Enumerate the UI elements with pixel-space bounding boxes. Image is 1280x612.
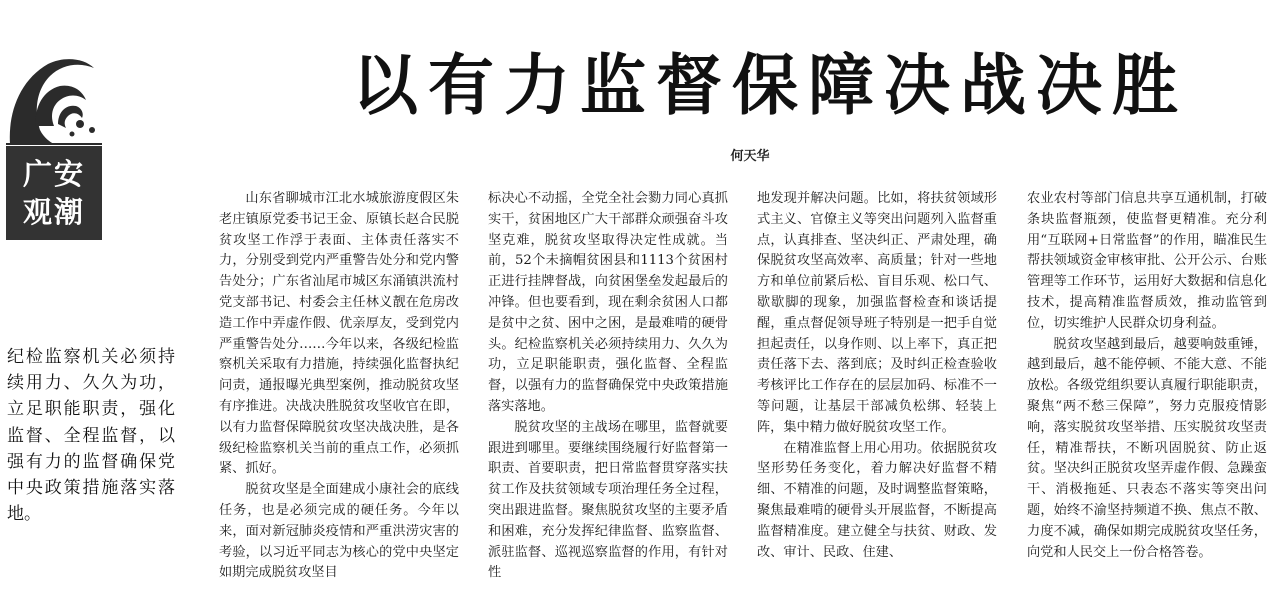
- column-name-line2: 观潮: [22, 195, 85, 229]
- article-column-4: [1027, 189, 1267, 589]
- article-column-2: [488, 189, 728, 589]
- article-author: 何天华: [730, 149, 770, 164]
- paragraph: 标决心不动摇，全党全社会勠力同心真抓实干，贫困地区广大干部群众顽强奋斗攻坚克难，脱贫攻坚取得决定性成就。当前，52个未摘帽贫困县和1113个贫困村正进行挂牌督战，向贫困堡垒发起最后的冲锋。但也要看到，现在剩余贫困人口都是贫中之贫、困中之困，是最难啃的硬骨头。纪检监察机关必须持续用力、久久为功，立足职能职责，强化监督、全程监督，以强有力的监督确保党中央政策措施落实落地。: [488, 191, 728, 414]
- wave-emblem-icon: [6, 54, 102, 146]
- paragraph: 地发现并解决问题。比如，将扶贫领域形式主义、官僚主义等突出问题列入监督重点，认真排查、坚决纠正、严肃处理，确保脱贫攻坚高效率、高质量；针对一些地方和单位前紧后松、盲目乐观、松口气、歇歇脚的现象，加强监督检查和谈话提醒，重点督促领导班子特别是一把手自觉担起责任，以身作则、以上率下，真正把责任落下去、落到底；及时纠正检查验收考核评比工作存在的层层加码、标准不一等问题，让基层干部减负松绑、轻装上阵，集中精力做好脱贫攻坚工作。: [757, 191, 997, 435]
- paragraph: 山东省聊城市江北水城旅游度假区朱老庄镇原党委书记王金、原镇长赵合民脱贫攻坚工作浮于表面、主体责任落实不力，分别受到党内严重警告处分和党内警告处分；广东省汕尾市城区东涌镇洪流村党支部书记、村委会主任林义靓在危房改造工作中弄虚作假、优亲厚友，受到党内严重警告处分……今年以来，各级纪检监察机关采取有力措施，持续强化监督执纪问责，通报曝光典型案例，推动脱贫攻坚有序推进。决战决胜脱贫攻坚收官在即，以有力监督保障脱贫攻坚决战决胜，是各级纪检监察机关当前的重点工作，必须抓紧、抓好。: [219, 191, 459, 477]
- article-column-1: [219, 189, 459, 589]
- column-logo: [6, 54, 102, 240]
- article-headline: 以有力监督保障决战决胜: [352, 47, 1188, 124]
- paragraph: 农业农村等部门信息共享互通机制，打破条块监督瓶颈，使监督更精准。充分利用“互联网+日常监督”的作用，瞄准民生帮扶领域资金审核审批、公开公示、台账管理等工作环节，运用好大数据和信息化技术，提高精准监督质效，推动监管到位，切实维护人民群众切身利益。: [1027, 191, 1267, 331]
- column-name-line1: 广安: [22, 157, 85, 191]
- column-name-box: [6, 146, 102, 240]
- article-column-3: [757, 189, 997, 589]
- paragraph: 脱贫攻坚的主战场在哪里，监督就要跟进到哪里。要继续围绕履行好监督第一职责、首要职责，把日常监督贯穿落实扶贫工作及扶贫领域专项治理任务全过程，突出跟进监督。聚焦脱贫攻坚的主要矛盾和困难，充分发挥纪律监督、监察监督、派驻监督、巡视巡察监督的作用，有针对性: [488, 419, 728, 581]
- paragraph: 脱贫攻坚越到最后，越要响鼓重锤，越到最后，越不能停顿、不能大意、不能放松。各级党组织要认真履行职能职责，聚焦“两不愁三保障”，努力克服疫情影响，落实脱贫攻坚举措、压实脱贫攻坚责任，精准帮扶，不断巩固脱贫、防止返贫。坚决纠正脱贫攻坚弄虚作假、急躁蛮干、消极拖延、只表态不落实等突出问题，始终不渝坚持频道不换、焦点不散、力度不减，确保如期完成脱贫攻坚任务，向党和人民交上一份合格答卷。: [1027, 336, 1267, 560]
- paragraph: 脱贫攻坚是全面建成小康社会的底线任务，也是必须完成的硬任务。今年以来，面对新冠肺炎疫情和严重洪涝灾害的考验，以习近平同志为核心的党中央坚定如期完成脱贫攻坚目: [219, 482, 459, 581]
- pull-quote: 纪检监察机关必须持续用力、久久为功，立足职能职责，强化监督、全程监督，以强有力的监督确保党中央政策措施落实落地。: [7, 347, 175, 525]
- paragraph: 在精准监督上用心用功。依据脱贫攻坚形势任务变化，着力解决好监督不精细、不精准的问题，及时调整监督策略，聚焦最难啃的硬骨头开展监督，不断提高监督精准度。建立健全与扶贫、财政、发改、审计、民政、住建、: [757, 440, 997, 560]
